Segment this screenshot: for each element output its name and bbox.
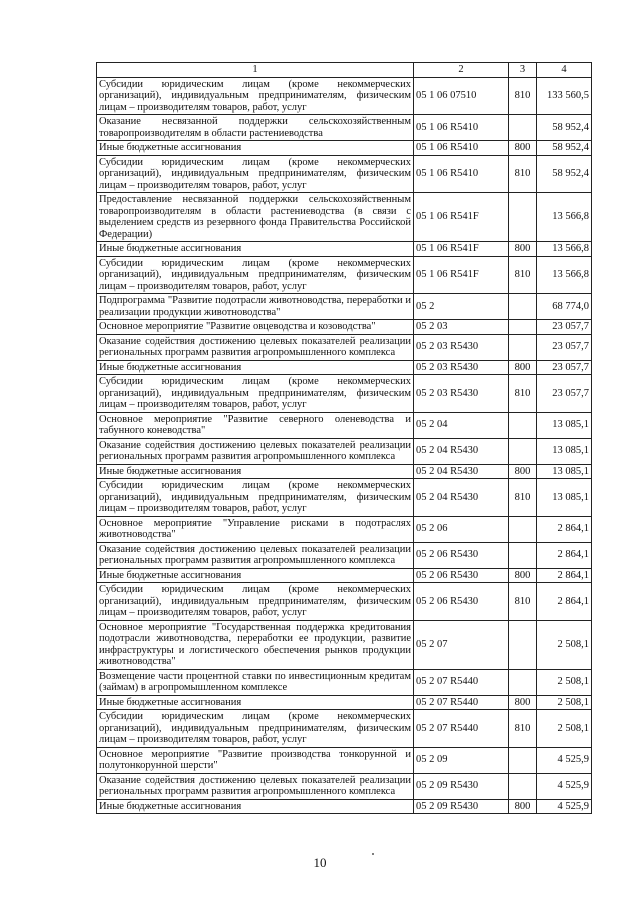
row-kind-cell: 800 [509, 464, 537, 479]
row-name-cell: Оказание содействия достижению целевых показателей реализации региональных программ развития агропромышленного комплекса [97, 334, 414, 360]
row-amount-cell: 4 525,9 [537, 773, 592, 799]
row-amount-cell: 4 525,9 [537, 799, 592, 814]
row-kind-cell [509, 115, 537, 141]
table-row [97, 320, 592, 335]
header-col-1: 1 [97, 63, 414, 78]
row-name-cell: Иные бюджетные ассигнования [97, 360, 414, 375]
table-row [97, 464, 592, 479]
row-amount-cell: 2 508,1 [537, 620, 592, 669]
table-row [97, 334, 592, 360]
row-kind-cell: 810 [509, 77, 537, 115]
table-row [97, 375, 592, 413]
row-amount-cell: 2 508,1 [537, 695, 592, 710]
row-amount-cell: 58 952,4 [537, 141, 592, 156]
row-kind-cell [509, 438, 537, 464]
row-name-cell: Подпрограмма "Развитие подотрасли животноводства, переработки и реализации продукции животноводства" [97, 294, 414, 320]
table-row [97, 360, 592, 375]
table-row [97, 193, 592, 242]
row-code-cell: 05 2 07 R5440 [414, 710, 509, 748]
table-row [97, 747, 592, 773]
row-kind-cell [509, 193, 537, 242]
row-amount-cell: 133 560,5 [537, 77, 592, 115]
row-amount-cell: 13 566,8 [537, 256, 592, 294]
table-row [97, 155, 592, 193]
row-amount-cell: 2 864,1 [537, 583, 592, 621]
table-row [97, 669, 592, 695]
row-code-cell: 05 2 09 R5430 [414, 773, 509, 799]
row-kind-cell [509, 747, 537, 773]
row-code-cell: 05 2 04 R5430 [414, 464, 509, 479]
row-amount-cell: 13 085,1 [537, 412, 592, 438]
row-name-cell: Субсидии юридическим лицам (кроме некоммерческих организаций), индивидуальным предпринимателям, физическим лицам – производителям товаров, работ, услуг [97, 583, 414, 621]
row-code-cell: 05 2 04 R5430 [414, 479, 509, 517]
header-col-2: 2 [414, 63, 509, 78]
header-col-3: 3 [509, 63, 537, 78]
row-kind-cell: 810 [509, 256, 537, 294]
scan-speck [372, 853, 374, 855]
row-name-cell: Оказание содействия достижению целевых показателей реализации региональных программ развития агропромышленного комплекса [97, 773, 414, 799]
row-name-cell: Иные бюджетные ассигнования [97, 141, 414, 156]
row-name-cell: Предоставление несвязанной поддержки сельскохозяйственным товаропроизводителям в области растениеводства (в связи с выделением средств из резервного фонда Правительства Российской Федерации) [97, 193, 414, 242]
row-amount-cell: 23 057,7 [537, 334, 592, 360]
row-name-cell: Иные бюджетные ассигнования [97, 568, 414, 583]
page-number: 10 [313, 855, 327, 870]
row-kind-cell: 800 [509, 568, 537, 583]
row-name-cell: Субсидии юридическим лицам (кроме некоммерческих организаций), индивидуальным предпринимателям, физическим лицам – производителям товаров, работ, услуг [97, 710, 414, 748]
row-name-cell: Оказание содействия достижению целевых показателей реализации региональных программ развития агропромышленного комплекса [97, 542, 414, 568]
row-name-cell: Оказание содействия достижению целевых показателей реализации региональных программ развития агропромышленного комплекса [97, 438, 414, 464]
row-code-cell: 05 2 06 R5430 [414, 583, 509, 621]
row-amount-cell: 58 952,4 [537, 115, 592, 141]
table-row [97, 568, 592, 583]
row-code-cell: 05 1 06 07510 [414, 77, 509, 115]
row-code-cell: 05 2 03 R5430 [414, 334, 509, 360]
row-amount-cell: 13 085,1 [537, 464, 592, 479]
table-row [97, 115, 592, 141]
row-amount-cell: 2 508,1 [537, 710, 592, 748]
row-code-cell: 05 2 06 [414, 516, 509, 542]
row-kind-cell [509, 669, 537, 695]
row-kind-cell: 810 [509, 375, 537, 413]
table-row [97, 695, 592, 710]
row-name-cell: Иные бюджетные ассигнования [97, 242, 414, 257]
row-name-cell: Субсидии юридическим лицам (кроме некоммерческих организаций), индивидуальным предпринимателям, физическим лицам – производителям товаров, работ, услуг [97, 479, 414, 517]
row-name-cell: Основное мероприятие "Государственная поддержка кредитования подотрасли животноводства, переработки ее продукции, развитие инфраструктуры и логистического обеспечения рынков продукции животноводства" [97, 620, 414, 669]
row-code-cell: 05 2 03 R5430 [414, 375, 509, 413]
table-row [97, 479, 592, 517]
table-row [97, 256, 592, 294]
row-kind-cell [509, 334, 537, 360]
row-amount-cell: 2 508,1 [537, 669, 592, 695]
row-amount-cell: 2 864,1 [537, 516, 592, 542]
row-code-cell: 05 2 07 [414, 620, 509, 669]
row-code-cell: 05 2 09 [414, 747, 509, 773]
header-col-4: 4 [537, 63, 592, 78]
row-kind-cell [509, 294, 537, 320]
row-amount-cell: 68 774,0 [537, 294, 592, 320]
row-code-cell: 05 1 06 R5410 [414, 141, 509, 156]
table-row [97, 773, 592, 799]
row-code-cell: 05 2 06 R5430 [414, 568, 509, 583]
row-amount-cell: 13 085,1 [537, 438, 592, 464]
row-name-cell: Иные бюджетные ассигнования [97, 695, 414, 710]
row-kind-cell: 800 [509, 242, 537, 257]
row-name-cell: Основное мероприятие "Управление рисками в подотраслях животноводства" [97, 516, 414, 542]
row-amount-cell: 4 525,9 [537, 747, 592, 773]
table-row [97, 799, 592, 814]
table-row [97, 242, 592, 257]
row-name-cell: Субсидии юридическим лицам (кроме некоммерческих организаций), индивидуальным предпринимателям, физическим лицам – производителям товаров, работ, услуг [97, 256, 414, 294]
row-kind-cell [509, 320, 537, 335]
row-kind-cell [509, 773, 537, 799]
row-amount-cell: 13 566,8 [537, 242, 592, 257]
row-name-cell: Возмещение части процентной ставки по инвестиционным кредитам (займам) в агропромышленном комплексе [97, 669, 414, 695]
row-amount-cell: 13 085,1 [537, 479, 592, 517]
row-code-cell: 05 2 [414, 294, 509, 320]
row-code-cell: 05 1 06 R541F [414, 193, 509, 242]
row-name-cell: Субсидии юридическим лицам (кроме некоммерческих организаций), индивидуальным предпринимателям, физическим лицам – производителям товаров, работ, услуг [97, 77, 414, 115]
row-code-cell: 05 2 06 R5430 [414, 542, 509, 568]
budget-table [96, 62, 592, 814]
row-name-cell: Субсидии юридическим лицам (кроме некоммерческих организаций), индивидуальным предпринимателям, физическим лицам – производителям товаров, работ, услуг [97, 155, 414, 193]
row-amount-cell: 23 057,7 [537, 360, 592, 375]
row-kind-cell: 800 [509, 141, 537, 156]
table-row [97, 542, 592, 568]
row-amount-cell: 23 057,7 [537, 375, 592, 413]
row-kind-cell [509, 542, 537, 568]
row-kind-cell: 800 [509, 799, 537, 814]
row-name-cell: Оказание несвязанной поддержки сельскохозяйственным товаропроизводителям в области растениеводства [97, 115, 414, 141]
row-code-cell: 05 2 03 [414, 320, 509, 335]
table-row [97, 438, 592, 464]
row-name-cell: Основное мероприятие "Развитие овцеводства и козоводства" [97, 320, 414, 335]
row-amount-cell: 13 566,8 [537, 193, 592, 242]
row-amount-cell: 58 952,4 [537, 155, 592, 193]
table-row [97, 516, 592, 542]
row-code-cell: 05 1 06 R541F [414, 242, 509, 257]
row-code-cell: 05 2 09 R5430 [414, 799, 509, 814]
row-kind-cell: 810 [509, 155, 537, 193]
row-kind-cell: 810 [509, 710, 537, 748]
row-code-cell: 05 2 07 R5440 [414, 669, 509, 695]
table-row [97, 77, 592, 115]
row-kind-cell: 800 [509, 360, 537, 375]
table-row [97, 294, 592, 320]
row-code-cell: 05 2 04 [414, 412, 509, 438]
row-code-cell: 05 2 07 R5440 [414, 695, 509, 710]
row-name-cell: Субсидии юридическим лицам (кроме некоммерческих организаций), индивидуальным предпринимателям, физическим лицам – производителям товаров, работ, услуг [97, 375, 414, 413]
row-amount-cell: 2 864,1 [537, 542, 592, 568]
table-header-row [97, 63, 592, 78]
row-name-cell: Основное мероприятие "Развитие северного оленеводства и табунного коневодства" [97, 412, 414, 438]
row-name-cell: Иные бюджетные ассигнования [97, 799, 414, 814]
row-kind-cell [509, 412, 537, 438]
row-amount-cell: 23 057,7 [537, 320, 592, 335]
row-code-cell: 05 2 04 R5430 [414, 438, 509, 464]
table-row [97, 710, 592, 748]
row-name-cell: Иные бюджетные ассигнования [97, 464, 414, 479]
row-code-cell: 05 2 03 R5430 [414, 360, 509, 375]
table-body [97, 77, 592, 814]
row-amount-cell: 2 864,1 [537, 568, 592, 583]
row-code-cell: 05 1 06 R5410 [414, 155, 509, 193]
row-kind-cell: 800 [509, 695, 537, 710]
row-kind-cell: 810 [509, 583, 537, 621]
row-name-cell: Основное мероприятие "Развитие производства тонкорунной и полутонкорунной шерсти" [97, 747, 414, 773]
table-row [97, 412, 592, 438]
row-code-cell: 05 1 06 R541F [414, 256, 509, 294]
table-row [97, 620, 592, 669]
row-code-cell: 05 1 06 R5410 [414, 115, 509, 141]
row-kind-cell [509, 516, 537, 542]
table-row [97, 141, 592, 156]
row-kind-cell [509, 620, 537, 669]
table-row [97, 583, 592, 621]
row-kind-cell: 810 [509, 479, 537, 517]
